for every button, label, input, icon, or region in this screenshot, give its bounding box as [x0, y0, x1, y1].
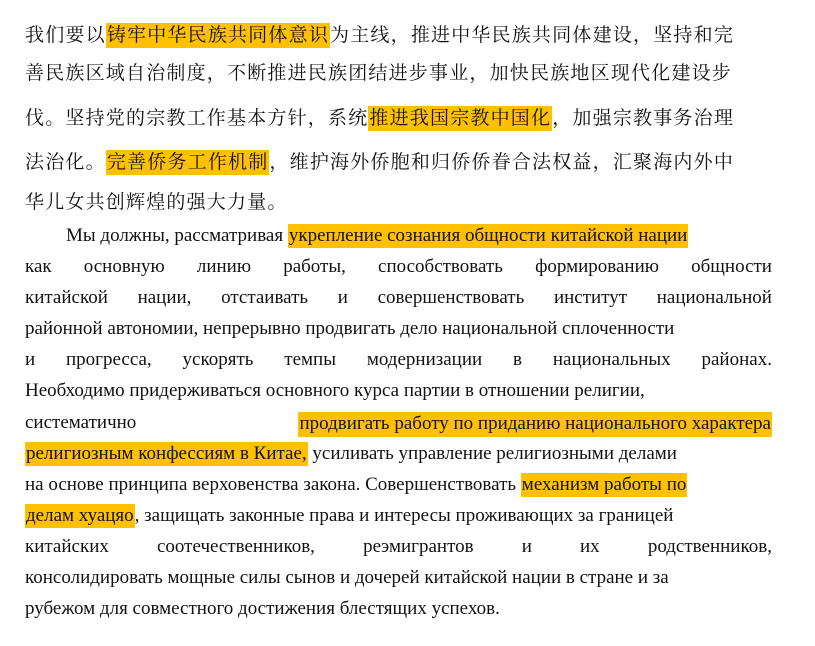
ru-word: китайской — [25, 287, 108, 308]
ru-highlight-phrase: продвигать работу по приданию национального характера — [298, 412, 772, 437]
zh-highlight-phrase: 铸牢中华民族共同体意识 — [106, 24, 330, 46]
ru-word: нации, — [137, 287, 192, 308]
ru-line-9 — [25, 474, 687, 496]
ru-word: общности — [691, 256, 772, 277]
zh-highlight-phrase: 推进我国宗教中国化 — [369, 107, 552, 129]
ru-word: основную — [83, 256, 165, 277]
ru-word: их — [580, 536, 600, 557]
ru-text: усиливать управление религиозными делами — [307, 443, 677, 464]
ru-text: на основе принципа верховенства закона. Совершенствовать — [25, 474, 521, 495]
ru-line-7 — [25, 412, 772, 437]
ru-word: модернизации — [366, 349, 483, 370]
ru-word: линию — [196, 256, 252, 277]
ru-text: Необходимо придерживаться основного курса партии в отношении религии, — [25, 380, 645, 401]
ru-line-5 — [25, 349, 772, 371]
ru-text: , защищать законные права и интересы проживающих за границей — [134, 505, 674, 526]
ru-line-12 — [25, 567, 669, 589]
ru-text: районной автономии, непрерывно продвигать дело национальной сплоченности — [25, 318, 675, 339]
zh-text: 我们要以 — [25, 24, 106, 46]
ru-word: способствовать — [378, 256, 503, 277]
ru-highlight-phrase: механизм работы по — [521, 474, 687, 495]
ru-word: прогресса, — [66, 349, 152, 370]
ru-word: формированию — [535, 256, 659, 277]
ru-word: национальных — [552, 349, 671, 370]
ru-text: консолидировать мощные силы сынов и дочерей китайской нации в стране и за — [25, 567, 669, 588]
ru-line-11 — [25, 536, 772, 558]
zh-text: ，维护海外侨胞和归侨侨眷合法权益，汇聚海内外中 — [269, 151, 735, 173]
ru-word: как — [25, 256, 52, 277]
ru-line-3 — [25, 287, 772, 309]
zh-text: 伐。坚持党的宗教工作基本方针，系统 — [25, 107, 369, 129]
zh-text: 善民族区域自治制度，不断推进民族团结进步事业，加快民族地区现代化建设步 — [25, 62, 733, 84]
ru-word: совершенствовать — [377, 287, 525, 308]
zh-line-4 — [25, 147, 734, 174]
ru-word: ускорять — [182, 349, 254, 370]
ru-highlight-phrase: укрепление сознания общности китайской нации — [288, 225, 688, 246]
ru-text: рубежом для совместного достижения блестящих успехов. — [25, 598, 500, 619]
zh-text: 法治化。 — [25, 151, 106, 173]
ru-word: китайских — [25, 536, 109, 557]
zh-text: ，加强宗教事务治理 — [552, 107, 735, 129]
ru-line-8 — [25, 443, 677, 465]
ru-highlight-phrase: делам хуацяо — [26, 505, 134, 526]
ru-word: родственников, — [647, 536, 772, 557]
ru-word: работы, — [283, 256, 346, 277]
ru-word: реэмигрантов — [363, 536, 474, 557]
zh-line-3 — [25, 103, 734, 130]
ru-word: темпы — [284, 349, 336, 370]
zh-text: 为主线，推进中华民族共同体建设，坚持和完 — [330, 24, 735, 46]
ru-word: и — [337, 287, 348, 308]
ru-line-1 — [66, 225, 688, 247]
ru-text: Мы должны, рассматривая — [66, 225, 288, 246]
ru-word: отстаивать — [221, 287, 309, 308]
ru-word: национальной — [656, 287, 772, 308]
ru-word: соотечественников, — [157, 536, 315, 557]
ru-line-13 — [25, 598, 500, 620]
ru-line-10 — [25, 505, 673, 527]
ru-word: районах. — [701, 349, 772, 370]
ru-word: в — [513, 349, 523, 370]
ru-word: институт — [553, 287, 628, 308]
ru-word: и — [521, 536, 532, 557]
ru-text: систематично — [25, 412, 137, 433]
zh-line-1 — [25, 20, 734, 47]
ru-line-6 — [25, 380, 645, 402]
zh-highlight-phrase: 完善侨务工作机制 — [106, 151, 269, 173]
ru-highlight-phrase: религиозным конфессиям в Китае, — [26, 443, 307, 464]
zh-text: 华儿女共创辉煌的强大力量。 — [25, 191, 288, 213]
zh-line-2 — [25, 58, 732, 85]
zh-line-5 — [25, 187, 288, 214]
ru-line-2 — [25, 256, 772, 278]
ru-line-4 — [25, 318, 674, 340]
ru-word: и — [25, 349, 36, 370]
